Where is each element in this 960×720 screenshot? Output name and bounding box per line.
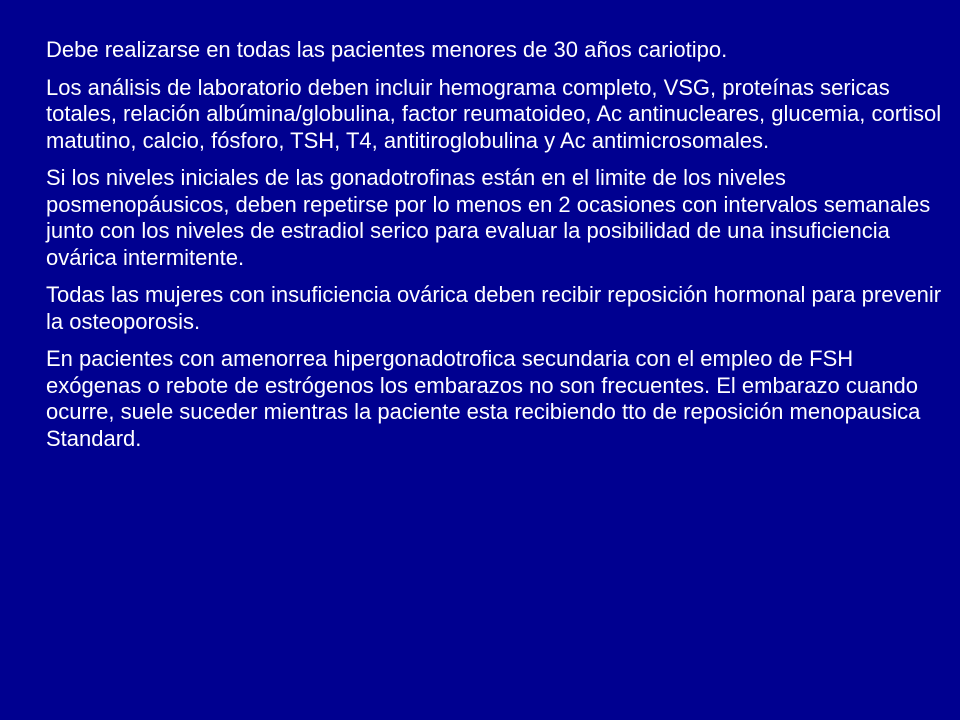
paragraph-laboratory-tests: Los análisis de laboratorio deben incluir hemograma completo, VSG, proteínas sericas totales, relación albúmina/globulina, factor reumatoideo, Ac antinucleares, glucemia, cortisol matutino, calcio, fósforo, TSH, T4, antitiroglobulina y Ac antimicrosomales. [46,74,942,153]
paragraph-pregnancy: En pacientes con amenorrea hipergonadotrofica secundaria con el empleo de FSH exógenas o rebote de estrógenos los embarazos no son frecuentes. El embarazo cuando ocurre, suele suceder mientras la paciente esta recibiendo tto de reposición menopausica Standard. [46,346,921,451]
paragraph-gonadotropin-levels: Si los niveles iniciales de las gonadotrofinas están en el limite de los niveles posmenopáusicos, deben repetirse por lo menos en 2 ocasiones con intervalos semanales junto con los niveles de estradiol serico para evaluar la posibilidad de una insuficiencia ovárica intermitente. [46,165,931,270]
paragraph-hormone-replacement: Todas las mujeres con insuficiencia ovárica deben recibir reposición hormonal para prevenir la osteoporosis. [46,282,942,334]
paragraph-karyotype: Debe realizarse en todas las pacientes menores de 30 años cariotipo. [46,37,728,62]
slide-body-text [46,37,946,463]
